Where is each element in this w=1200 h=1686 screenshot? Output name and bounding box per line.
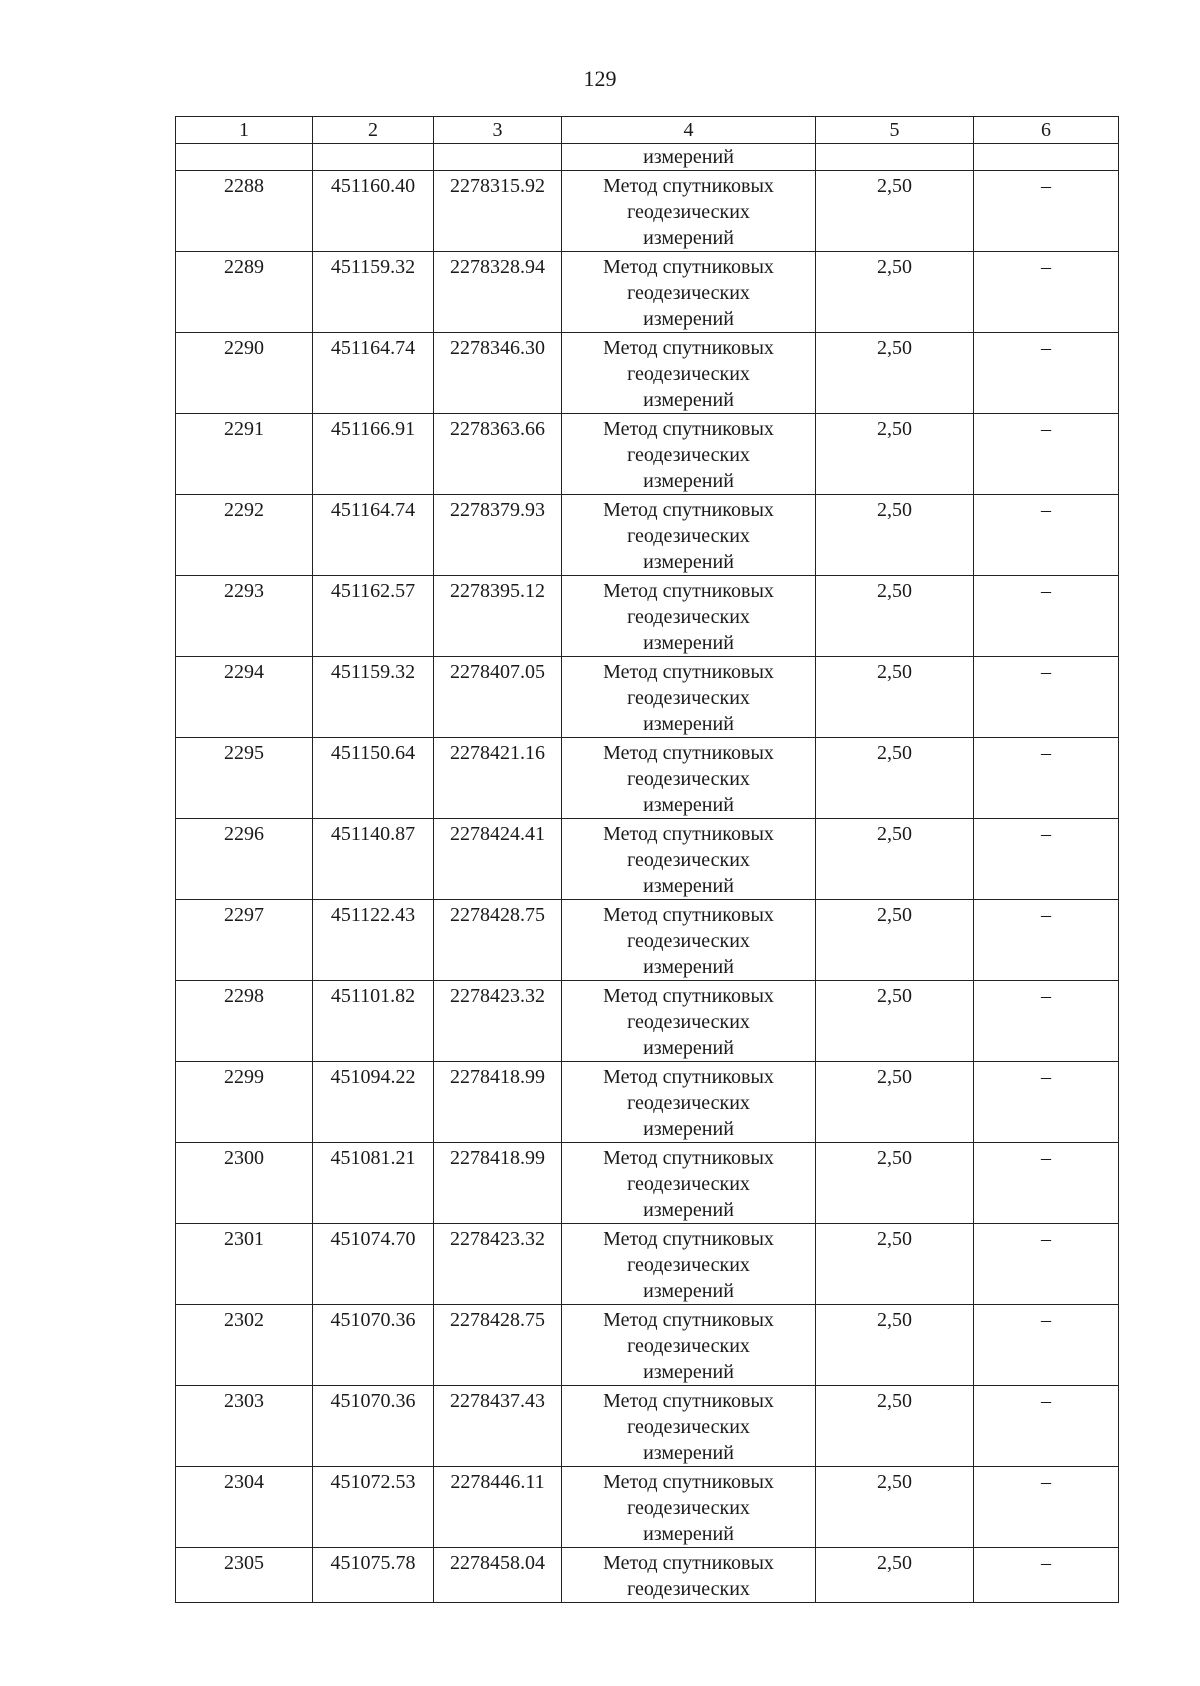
method-cell [562, 819, 816, 900]
x-coordinate-cell: 451070.36 [313, 1305, 434, 1386]
method-cell [562, 1062, 816, 1143]
method-line: измерений [643, 794, 734, 816]
header-row [176, 117, 1119, 144]
note-cell: – [974, 1062, 1119, 1143]
y-coordinate-cell: 2278437.43 [434, 1386, 562, 1467]
x-coordinate-cell: 451160.40 [313, 171, 434, 252]
note-cell: – [974, 1143, 1119, 1224]
method-line: геодезических [627, 1092, 750, 1114]
point-number-cell: 2292 [176, 495, 313, 576]
method-line: измерений [643, 227, 734, 249]
method-cell [562, 414, 816, 495]
method-line: измерений [643, 470, 734, 492]
column-header: 2 [313, 117, 434, 144]
note-cell: – [974, 738, 1119, 819]
x-coordinate-cell: 451150.64 [313, 738, 434, 819]
table-row [176, 1386, 1119, 1467]
table-row [176, 495, 1119, 576]
method-line: Метод спутниковых [603, 1066, 774, 1088]
point-number-cell: 2294 [176, 657, 313, 738]
accuracy-cell: 2,50 [816, 657, 974, 738]
method-line: измерений [643, 551, 734, 573]
coordinates-table [175, 116, 1119, 1603]
accuracy-cell: 2,50 [816, 819, 974, 900]
x-coordinate-cell: 451159.32 [313, 657, 434, 738]
accuracy-cell: 2,50 [816, 414, 974, 495]
x-coordinate-cell: 451166.91 [313, 414, 434, 495]
note-cell: – [974, 1386, 1119, 1467]
accuracy-cell: 2,50 [816, 171, 974, 252]
method-line: измерений [643, 1280, 734, 1302]
method-line: геодезических [627, 768, 750, 790]
y-coordinate-cell: 2278423.32 [434, 1224, 562, 1305]
note-cell: – [974, 1548, 1119, 1603]
table-cell [313, 144, 434, 171]
y-coordinate-cell: 2278421.16 [434, 738, 562, 819]
method-line: геодезических [627, 1416, 750, 1438]
method-line: геодезических [627, 1497, 750, 1519]
table-row [176, 981, 1119, 1062]
method-line: измерений [643, 713, 734, 735]
point-number-cell: 2298 [176, 981, 313, 1062]
method-cell [562, 252, 816, 333]
point-number-cell: 2291 [176, 414, 313, 495]
method-line: Метод спутниковых [603, 985, 774, 1007]
column-header: 4 [562, 117, 816, 144]
y-coordinate-cell: 2278418.99 [434, 1062, 562, 1143]
method-line: Метод спутниковых [603, 1147, 774, 1169]
point-number-cell: 2289 [176, 252, 313, 333]
method-line: геодезических [627, 444, 750, 466]
y-coordinate-cell: 2278363.66 [434, 414, 562, 495]
page-number: 129 [583, 66, 617, 91]
accuracy-cell: 2,50 [816, 1143, 974, 1224]
y-coordinate-cell: 2278346.30 [434, 333, 562, 414]
table-row [176, 333, 1119, 414]
point-number-cell: 2299 [176, 1062, 313, 1143]
table-row [176, 900, 1119, 981]
table-row [176, 414, 1119, 495]
y-coordinate-cell: 2278428.75 [434, 900, 562, 981]
y-coordinate-cell: 2278379.93 [434, 495, 562, 576]
table-row [176, 1305, 1119, 1386]
method-line: измерений [643, 1523, 734, 1545]
method-line: Метод спутниковых [603, 499, 774, 521]
note-cell: – [974, 1305, 1119, 1386]
column-header: 6 [974, 117, 1119, 144]
method-cell [562, 900, 816, 981]
method-cell [562, 1386, 816, 1467]
method-line: геодезических [627, 1011, 750, 1033]
method-line: геодезических [627, 1335, 750, 1357]
method-line: Метод спутниковых [603, 1309, 774, 1331]
table-cell [434, 144, 562, 171]
method-line: геодезических [627, 1578, 750, 1600]
method-line: Метод спутниковых [603, 742, 774, 764]
method-line: измерений [643, 632, 734, 654]
column-header: 3 [434, 117, 562, 144]
point-number-cell: 2288 [176, 171, 313, 252]
accuracy-cell: 2,50 [816, 333, 974, 414]
table-row [176, 1143, 1119, 1224]
y-coordinate-cell: 2278395.12 [434, 576, 562, 657]
method-cell [562, 1548, 816, 1603]
method-line: геодезических [627, 1173, 750, 1195]
method-line: Метод спутниковых [603, 904, 774, 926]
point-number-cell: 2304 [176, 1467, 313, 1548]
method-cell [562, 657, 816, 738]
x-coordinate-cell: 451164.74 [313, 495, 434, 576]
table-row [176, 1062, 1119, 1143]
method-cell [562, 1224, 816, 1305]
note-cell: – [974, 414, 1119, 495]
point-number-cell: 2296 [176, 819, 313, 900]
note-cell: – [974, 900, 1119, 981]
method-line: Метод спутниковых [603, 337, 774, 359]
point-number-cell: 2293 [176, 576, 313, 657]
method-line: измерений [643, 389, 734, 411]
x-coordinate-cell: 451074.70 [313, 1224, 434, 1305]
method-line: Метод спутниковых [603, 580, 774, 602]
accuracy-cell: 2,50 [816, 738, 974, 819]
table-row [176, 657, 1119, 738]
point-number-cell: 2290 [176, 333, 313, 414]
x-coordinate-cell: 451081.21 [313, 1143, 434, 1224]
method-cell [562, 1467, 816, 1548]
note-cell: – [974, 333, 1119, 414]
method-line: Метод спутниковых [603, 1552, 774, 1574]
method-line: геодезических [627, 363, 750, 385]
x-coordinate-cell: 451164.74 [313, 333, 434, 414]
method-cell [562, 1305, 816, 1386]
x-coordinate-cell: 451075.78 [313, 1548, 434, 1603]
method-line: геодезических [627, 201, 750, 223]
method-line: Метод спутниковых [603, 175, 774, 197]
note-cell: – [974, 819, 1119, 900]
method-cell [562, 333, 816, 414]
accuracy-cell: 2,50 [816, 900, 974, 981]
y-coordinate-cell: 2278407.05 [434, 657, 562, 738]
method-line: Метод спутниковых [603, 1390, 774, 1412]
method-line: измерений [643, 1037, 734, 1059]
y-coordinate-cell: 2278423.32 [434, 981, 562, 1062]
method-line: измерений [643, 1361, 734, 1383]
method-line: измерений [643, 956, 734, 978]
table-row [176, 171, 1119, 252]
method-line: геодезических [627, 930, 750, 952]
method-line: Метод спутниковых [603, 1228, 774, 1250]
note-cell: – [974, 657, 1119, 738]
method-line: измерений [643, 1118, 734, 1140]
y-coordinate-cell: 2278428.75 [434, 1305, 562, 1386]
method-cell [562, 171, 816, 252]
point-number-cell: 2302 [176, 1305, 313, 1386]
note-cell: – [974, 1224, 1119, 1305]
method-line: Метод спутниковых [603, 1471, 774, 1493]
point-number-cell: 2303 [176, 1386, 313, 1467]
accuracy-cell: 2,50 [816, 1467, 974, 1548]
x-coordinate-cell: 451094.22 [313, 1062, 434, 1143]
method-line: геодезических [627, 1254, 750, 1276]
method-line: измерений [643, 875, 734, 897]
continuation-row [176, 144, 1119, 171]
method-cell: измерений [562, 144, 816, 171]
table-row [176, 1224, 1119, 1305]
accuracy-cell: 2,50 [816, 1224, 974, 1305]
accuracy-cell: 2,50 [816, 1386, 974, 1467]
method-line: Метод спутниковых [603, 256, 774, 278]
y-coordinate-cell: 2278315.92 [434, 171, 562, 252]
method-line: геодезических [627, 687, 750, 709]
y-coordinate-cell: 2278328.94 [434, 252, 562, 333]
column-header: 5 [816, 117, 974, 144]
note-cell: – [974, 981, 1119, 1062]
y-coordinate-cell: 2278446.11 [434, 1467, 562, 1548]
point-number-cell: 2295 [176, 738, 313, 819]
method-cell [562, 981, 816, 1062]
accuracy-cell: 2,50 [816, 252, 974, 333]
point-number-cell: 2300 [176, 1143, 313, 1224]
method-line: измерений [643, 1442, 734, 1464]
x-coordinate-cell: 451072.53 [313, 1467, 434, 1548]
y-coordinate-cell: 2278424.41 [434, 819, 562, 900]
method-line: Метод спутниковых [603, 823, 774, 845]
note-cell: – [974, 171, 1119, 252]
accuracy-cell: 2,50 [816, 981, 974, 1062]
point-number-cell: 2301 [176, 1224, 313, 1305]
note-cell: – [974, 1467, 1119, 1548]
table-cell [176, 144, 313, 171]
method-cell [562, 1143, 816, 1224]
method-cell [562, 495, 816, 576]
x-coordinate-cell: 451122.43 [313, 900, 434, 981]
table-row [176, 819, 1119, 900]
method-line: геодезических [627, 525, 750, 547]
method-line: измерений [643, 308, 734, 330]
method-line: Метод спутниковых [603, 661, 774, 683]
note-cell: – [974, 576, 1119, 657]
column-header: 1 [176, 117, 313, 144]
y-coordinate-cell: 2278458.04 [434, 1548, 562, 1603]
y-coordinate-cell: 2278418.99 [434, 1143, 562, 1224]
table-cell [974, 144, 1119, 171]
x-coordinate-cell: 451162.57 [313, 576, 434, 657]
accuracy-cell: 2,50 [816, 1548, 974, 1603]
method-line: Метод спутниковых [603, 418, 774, 440]
accuracy-cell: 2,50 [816, 576, 974, 657]
table-row [176, 576, 1119, 657]
table-row [176, 738, 1119, 819]
point-number-cell: 2297 [176, 900, 313, 981]
note-cell: – [974, 252, 1119, 333]
point-number-cell: 2305 [176, 1548, 313, 1603]
x-coordinate-cell: 451159.32 [313, 252, 434, 333]
table-row [176, 1467, 1119, 1548]
method-line: геодезических [627, 606, 750, 628]
table-row [176, 1548, 1119, 1603]
x-coordinate-cell: 451140.87 [313, 819, 434, 900]
method-line: измерений [643, 1199, 734, 1221]
accuracy-cell: 2,50 [816, 1305, 974, 1386]
method-cell [562, 738, 816, 819]
note-cell: – [974, 495, 1119, 576]
x-coordinate-cell: 451070.36 [313, 1386, 434, 1467]
table-cell [816, 144, 974, 171]
method-line: геодезических [627, 849, 750, 871]
x-coordinate-cell: 451101.82 [313, 981, 434, 1062]
table-row [176, 252, 1119, 333]
accuracy-cell: 2,50 [816, 1062, 974, 1143]
accuracy-cell: 2,50 [816, 495, 974, 576]
method-cell [562, 576, 816, 657]
method-line: геодезических [627, 282, 750, 304]
